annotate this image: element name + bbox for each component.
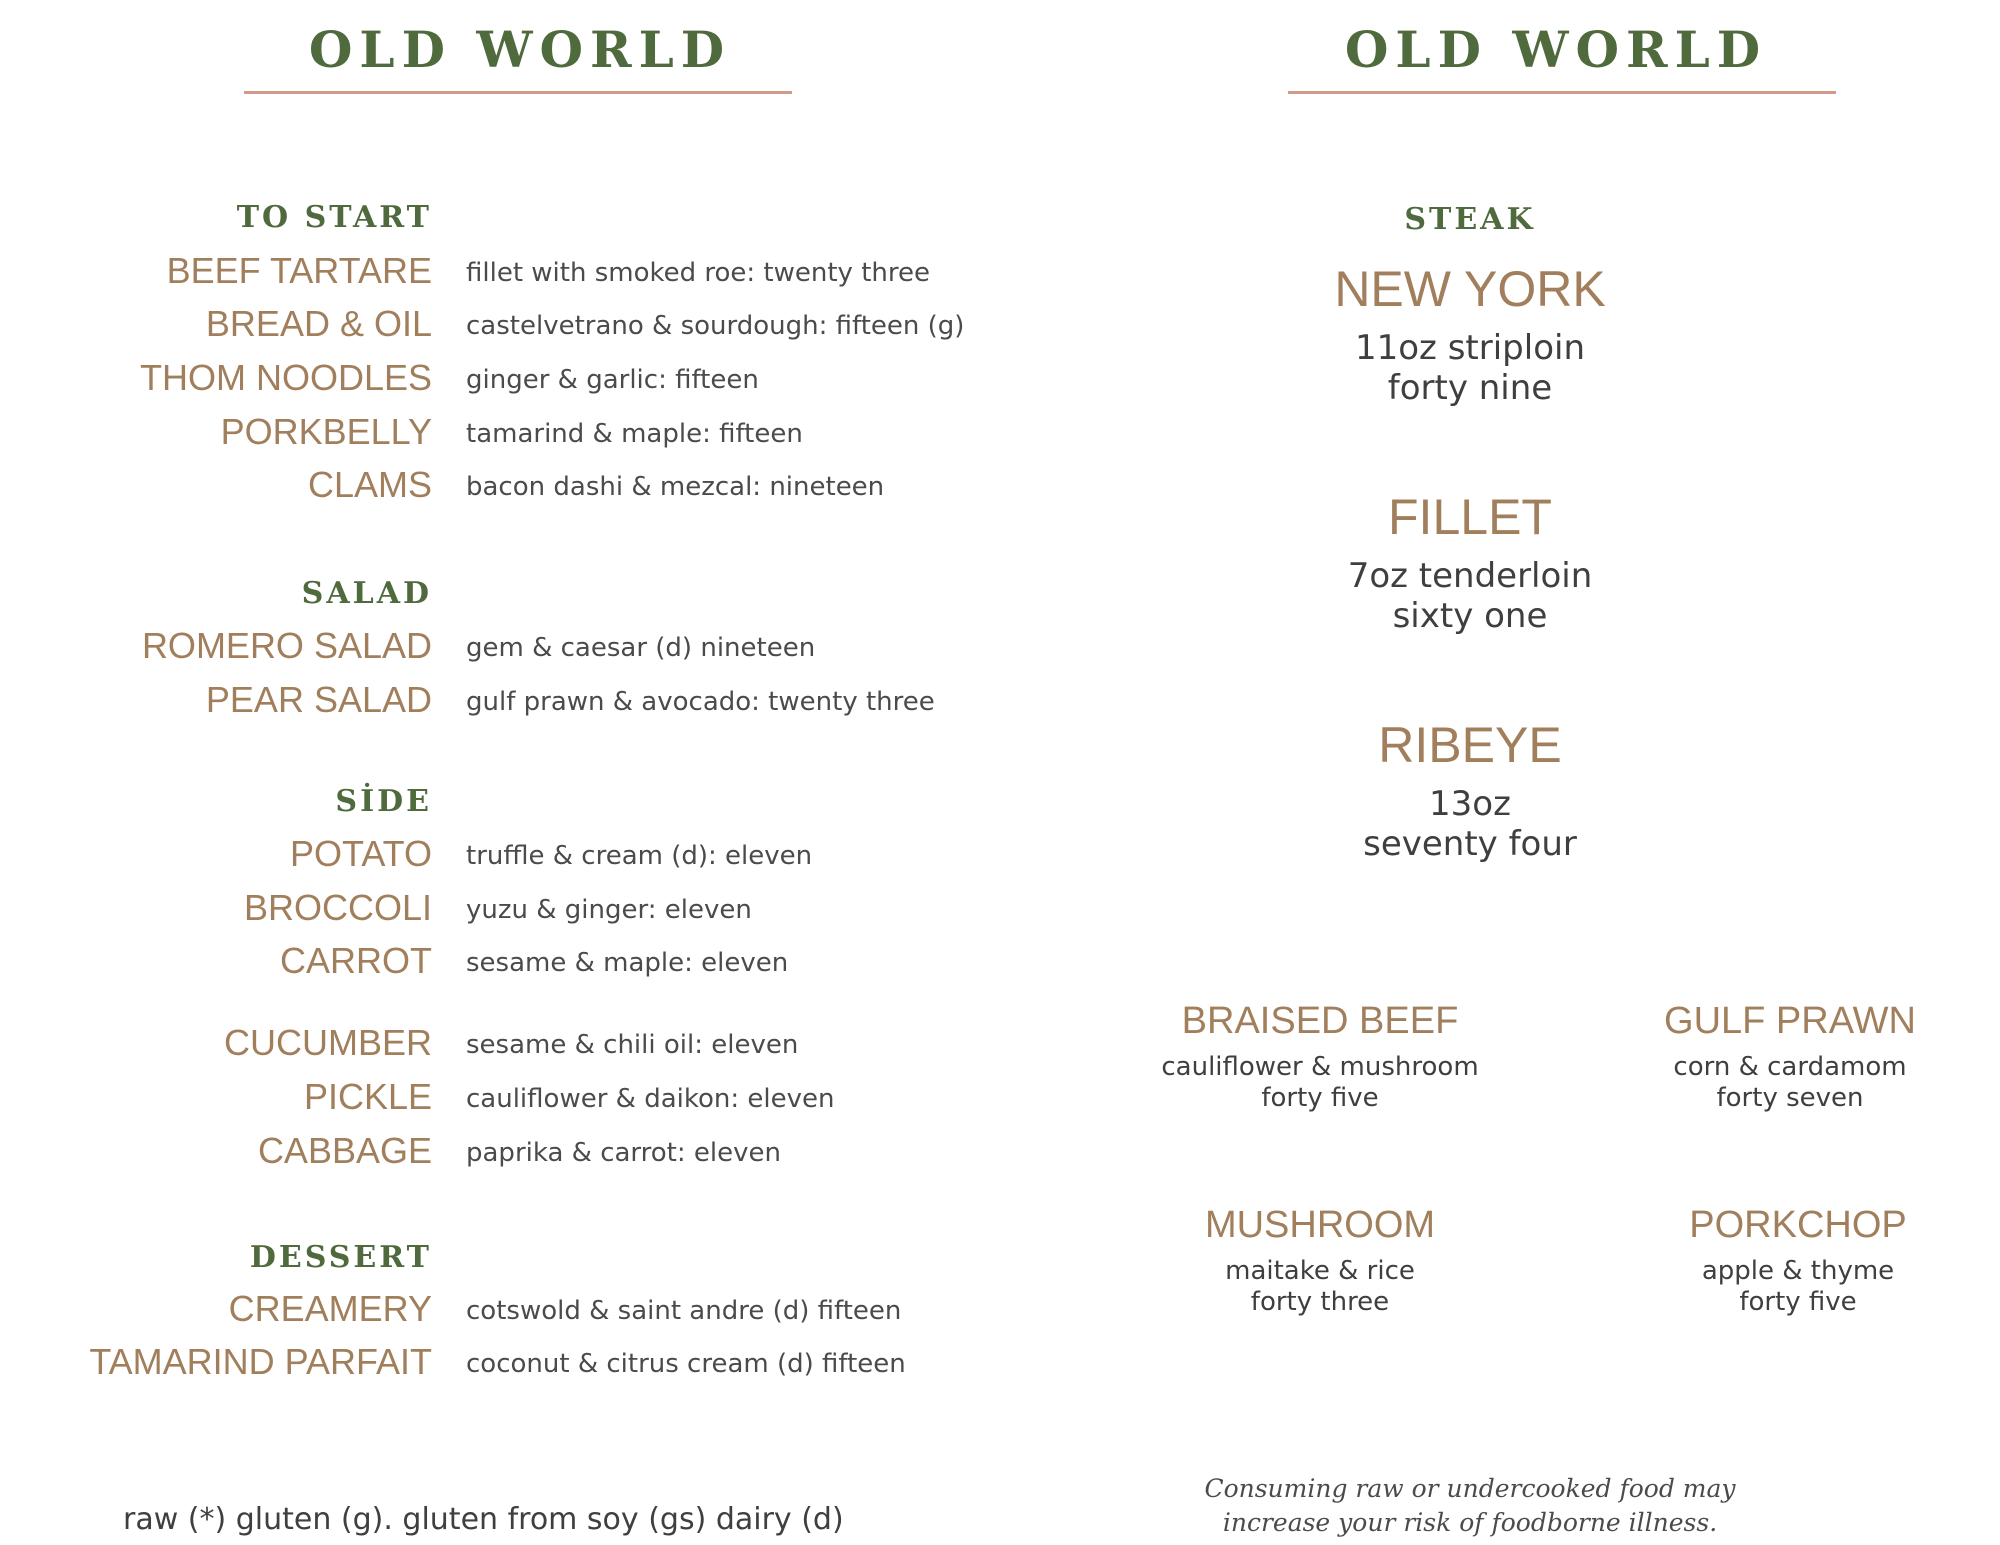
dish-name: BRAISED BEEF [1181,1000,1459,1042]
steak-cut: 13oz [1429,784,1511,824]
steak-price: sixty one [1392,596,1548,636]
brand-title: OLD WORLD [1344,20,1768,79]
menu-item-name: CREAMERY [228,1288,432,1329]
steak-item-ribeye [1245,714,1695,864]
menu-item-description: coconut & citrus cream (d) fifteen [466,1349,906,1379]
dish-name: PORKCHOP [1689,1204,1907,1246]
dish-price: forty three [1250,1287,1390,1317]
menu-item-name: BROCCOLI [243,887,432,928]
section-title-steak: STEAK [1404,202,1536,237]
menu-item-description: sesame & maple: eleven [466,948,789,978]
section-title-side: SİDE [335,784,432,819]
menu-item [0,887,1000,935]
menu-item-description: gulf prawn & avocado: twenty three [466,687,935,717]
menu-item [0,357,1000,405]
menu-item [0,625,1000,673]
steak-cut: 11oz striploin [1354,328,1585,368]
menu-item [0,250,1000,298]
dish-price: forty seven [1716,1083,1864,1113]
menu-item-description: sesame & chili oil: eleven [466,1030,799,1060]
menu-item-name: PORKBELLY [220,411,432,452]
section-title-salad: SALAD [301,576,432,611]
steak-price: seventy four [1363,824,1577,864]
menu-item-name: CABBAGE [257,1130,432,1171]
menu-item [0,411,1000,459]
menu-item-description: ginger & garlic: fifteen [466,365,759,395]
menu-item-name: BREAD & OIL [205,303,432,344]
menu-item [0,1022,1000,1070]
menu-item [0,940,1000,988]
menu-item-name: POTATO [289,833,432,874]
steak-item-new-york [1245,258,1695,408]
disclaimer-line: increase your risk of foodborne illness. [1222,1508,1718,1537]
dish-braised-beef [1130,998,1510,1114]
dish-price: forty five [1739,1287,1857,1317]
menu-item-name: PICKLE [303,1076,432,1117]
dish-gulf-prawn [1600,998,1980,1114]
steak-item-fillet [1245,486,1695,636]
menu-item-name: CUCUMBER [223,1022,432,1063]
menu-item-description: cotswold & saint andre (d) fifteen [466,1296,902,1326]
brand-underline [244,91,792,94]
dish-name: MUSHROOM [1204,1204,1436,1246]
foodborne-illness-disclaimer [1180,1472,1760,1540]
dish-description: cauliflower & mushroom [1161,1052,1479,1082]
dish-mushroom [1130,1202,1510,1318]
menu-item-description: tamarind & maple: fifteen [466,419,803,449]
menu-item-name: ROMERO SALAD [141,625,432,666]
menu-item-description: yuzu & ginger: eleven [466,895,752,925]
menu-item [0,1076,1000,1124]
menu-item-description: castelvetrano & sourdough: fifteen (g) [466,311,965,341]
menu-item [0,679,1000,727]
right-menu-page [1000,0,2000,1545]
steak-name: RIBEYE [1378,717,1562,773]
menu-item-name: TAMARIND PARFAIT [89,1341,432,1382]
menu-item-description: cauliflower & daikon: eleven [466,1084,835,1114]
menu-item-description: bacon dashi & mezcal: nineteen [466,472,885,502]
menu-item [0,1130,1000,1178]
menu-item-name: PEAR SALAD [205,679,432,720]
dish-description: maitake & rice [1225,1256,1415,1286]
menu-item-name: CLAMS [307,464,432,505]
menu-item [0,303,1000,351]
menu-item [0,1341,1000,1389]
menu-item [0,1288,1000,1336]
dish-porkchop [1608,1202,1988,1318]
menu-item [0,833,1000,881]
steak-price: forty nine [1387,368,1553,408]
brand-title: OLD WORLD [308,20,732,79]
dish-description: corn & cardamom [1673,1052,1907,1082]
steak-name: FILLET [1388,489,1552,545]
steak-cut: 7oz tenderloin [1347,556,1593,596]
disclaimer-line: Consuming raw or undercooked food may [1204,1474,1736,1503]
menu-item-description: truffle & cream (d): eleven [466,841,813,871]
menu-item [0,464,1000,512]
menu-item-description: paprika & carrot: eleven [466,1138,781,1168]
brand-underline [1288,91,1836,94]
allergen-legend: raw (*) gluten (g). gluten from soy (gs) dairy (d) [123,1502,844,1537]
section-title-dessert: DESSERT [249,1240,432,1275]
menu-item-name: BEEF TARTARE [166,250,432,291]
menu-item-description: gem & caesar (d) nineteen [466,633,816,663]
dish-name: GULF PRAWN [1664,1000,1916,1042]
menu-item-description: fillet with smoked roe: twenty three [466,258,930,288]
steak-name: NEW YORK [1334,261,1606,317]
section-title-to-start: TO START [236,200,432,235]
menu-item-name: THOM NOODLES [139,357,432,398]
menu-item-name: CARROT [280,940,432,981]
dish-description: apple & thyme [1701,1256,1895,1286]
dish-price: forty five [1261,1083,1379,1113]
